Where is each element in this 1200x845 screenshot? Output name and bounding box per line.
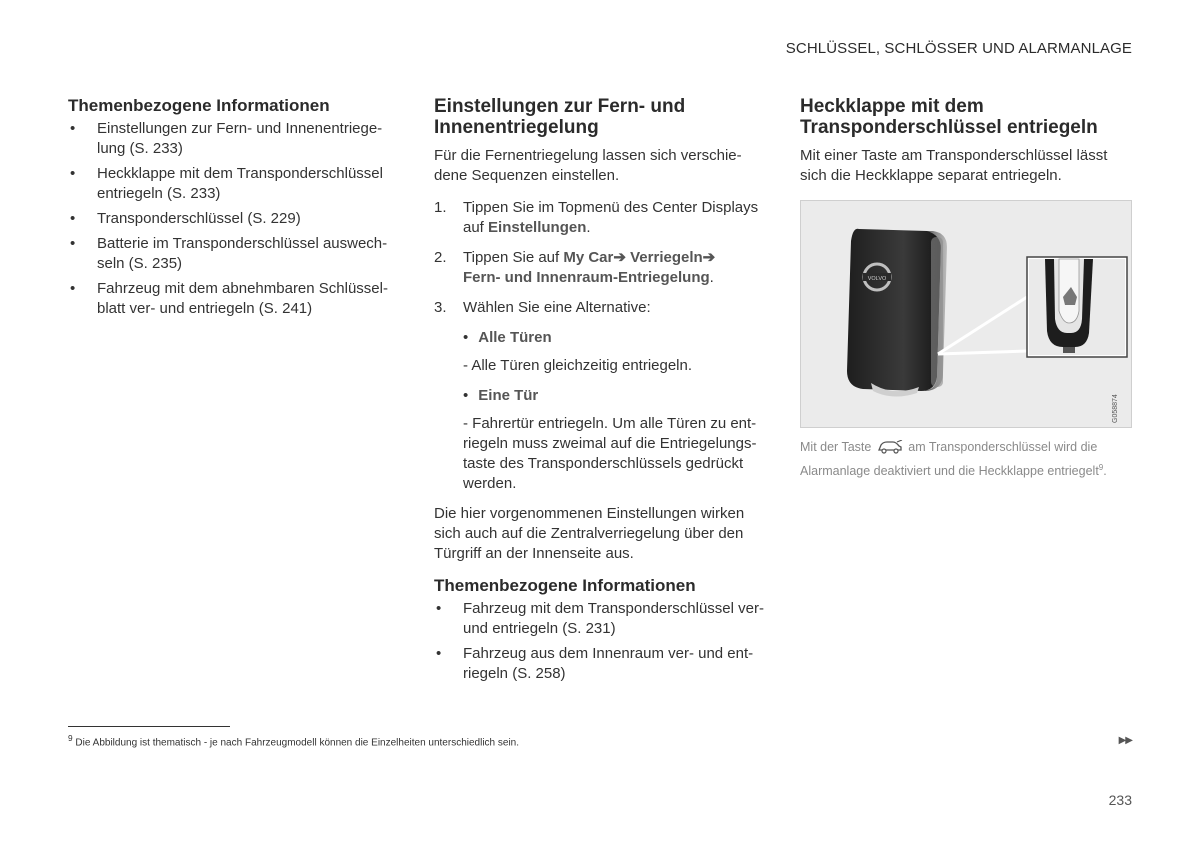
list-item[interactable]: • Fahrzeug mit dem Transponderschlüssel ver-und entriegeln (S. 231) xyxy=(436,600,764,637)
list-item[interactable]: • Batterie im Transponderschlüssel auswech-seln (S. 235) xyxy=(70,235,388,272)
tailgate-unlock-heading: Heckklappe mit dem Transponderschlüssel entriegeln xyxy=(800,96,1098,138)
figure-code: G058874 xyxy=(1112,394,1119,423)
list-item[interactable]: • Heckklappe mit dem Transponderschlüssel entriegeln (S. 233) xyxy=(70,165,383,202)
step-item: 2. Tippen Sie auf My Car➔ Verriegeln➔ Fern- und Innenraum-Entriegelung. xyxy=(434,249,716,286)
my-car-menu-label: My Car xyxy=(563,249,614,266)
option-one-door: • Eine Tür xyxy=(463,387,539,404)
steps-list xyxy=(434,198,769,318)
list-item[interactable]: • Fahrzeug mit dem abnehmbaren Schlüssel-blatt ver- und entriegeln (S. 241) xyxy=(70,280,388,317)
key-illustration xyxy=(800,200,1132,428)
settings-menu-label: Einstellungen xyxy=(488,219,587,236)
page-number: 233 xyxy=(1108,792,1132,808)
transponder-key-icon xyxy=(801,201,1131,427)
figure-caption: Mit der Taste am Transponderschlüssel wird die Alarmanlage deaktiviert und die Heckklappe entriegelt$^9$. xyxy=(800,440,1107,479)
step-item: 3. Wählen Sie eine Alternative: xyxy=(434,299,651,316)
footnote-divider xyxy=(68,726,230,727)
tailgate-car-icon xyxy=(877,440,903,459)
arrow-right-icon: ➔ xyxy=(702,249,716,266)
option-description: - Fahrertür entriegeln. Um alle Türen zu ent-riegeln muss zweimal auf die Entriegelungs-taste des Transponderschlüssels gedrückt werden. xyxy=(463,415,757,492)
tailgate-unlock-intro: Mit einer Taste am Transponderschlüssel lässt sich die Heckklappe separat entriegeln. xyxy=(800,147,1108,184)
list-item[interactable]: • Transponderschlüssel (S. 229) xyxy=(70,210,301,227)
option-all-doors: • Alle Türen xyxy=(463,329,552,346)
step-item: 1. Tippen Sie im Topmenü des Center Displays auf Einstellungen. xyxy=(434,199,759,236)
settings-note: Die hier vorgenommenen Einstellungen wirken sich auch auf die Zentralverriegelung über den Türgriff an der Innenseite aus. xyxy=(434,505,745,562)
svg-text:VOLVO: VOLVO xyxy=(867,276,887,282)
section-title: SCHLÜSSEL, SCHLÖSSER UND ALARMANLAGE xyxy=(785,40,1132,57)
option-description: - Alle Türen gleichzeitig entriegeln. xyxy=(463,357,693,374)
column-related-info xyxy=(68,96,398,324)
related-info-heading: Themenbezogene Informationen xyxy=(68,96,330,115)
unlock-settings-intro: Für die Fernentriegelung lassen sich verschie-dene Sequenzen einstellen. xyxy=(434,147,742,184)
next-page-icon[interactable]: ▶▶ xyxy=(1118,735,1132,746)
related-info-list xyxy=(434,599,769,684)
options-block xyxy=(463,328,769,494)
column-unlock-settings xyxy=(434,96,769,689)
unlock-menu-label: Fern- und Innenraum-Entriegelung xyxy=(463,269,710,286)
arrow-right-icon: ➔ xyxy=(613,249,626,266)
list-item[interactable]: • Einstellungen zur Fern- und Innenentriege-lung (S. 233) xyxy=(70,120,383,157)
footnote: $^9$ Die Abbildung ist thematisch - je nach Fahrzeugmodell können die Einzelheiten unterschiedlich sein. xyxy=(68,733,520,749)
related-info-heading: Themenbezogene Informationen xyxy=(434,576,696,595)
column-tailgate-unlock xyxy=(800,96,1130,480)
list-item[interactable]: • Fahrzeug aus dem Innenraum ver- und ent-riegeln (S. 258) xyxy=(436,645,754,682)
lock-menu-label: Verriegeln xyxy=(630,249,703,266)
related-info-list xyxy=(68,119,398,319)
unlock-settings-heading: Einstellungen zur Fern- und Innenentriegelung xyxy=(434,96,686,138)
